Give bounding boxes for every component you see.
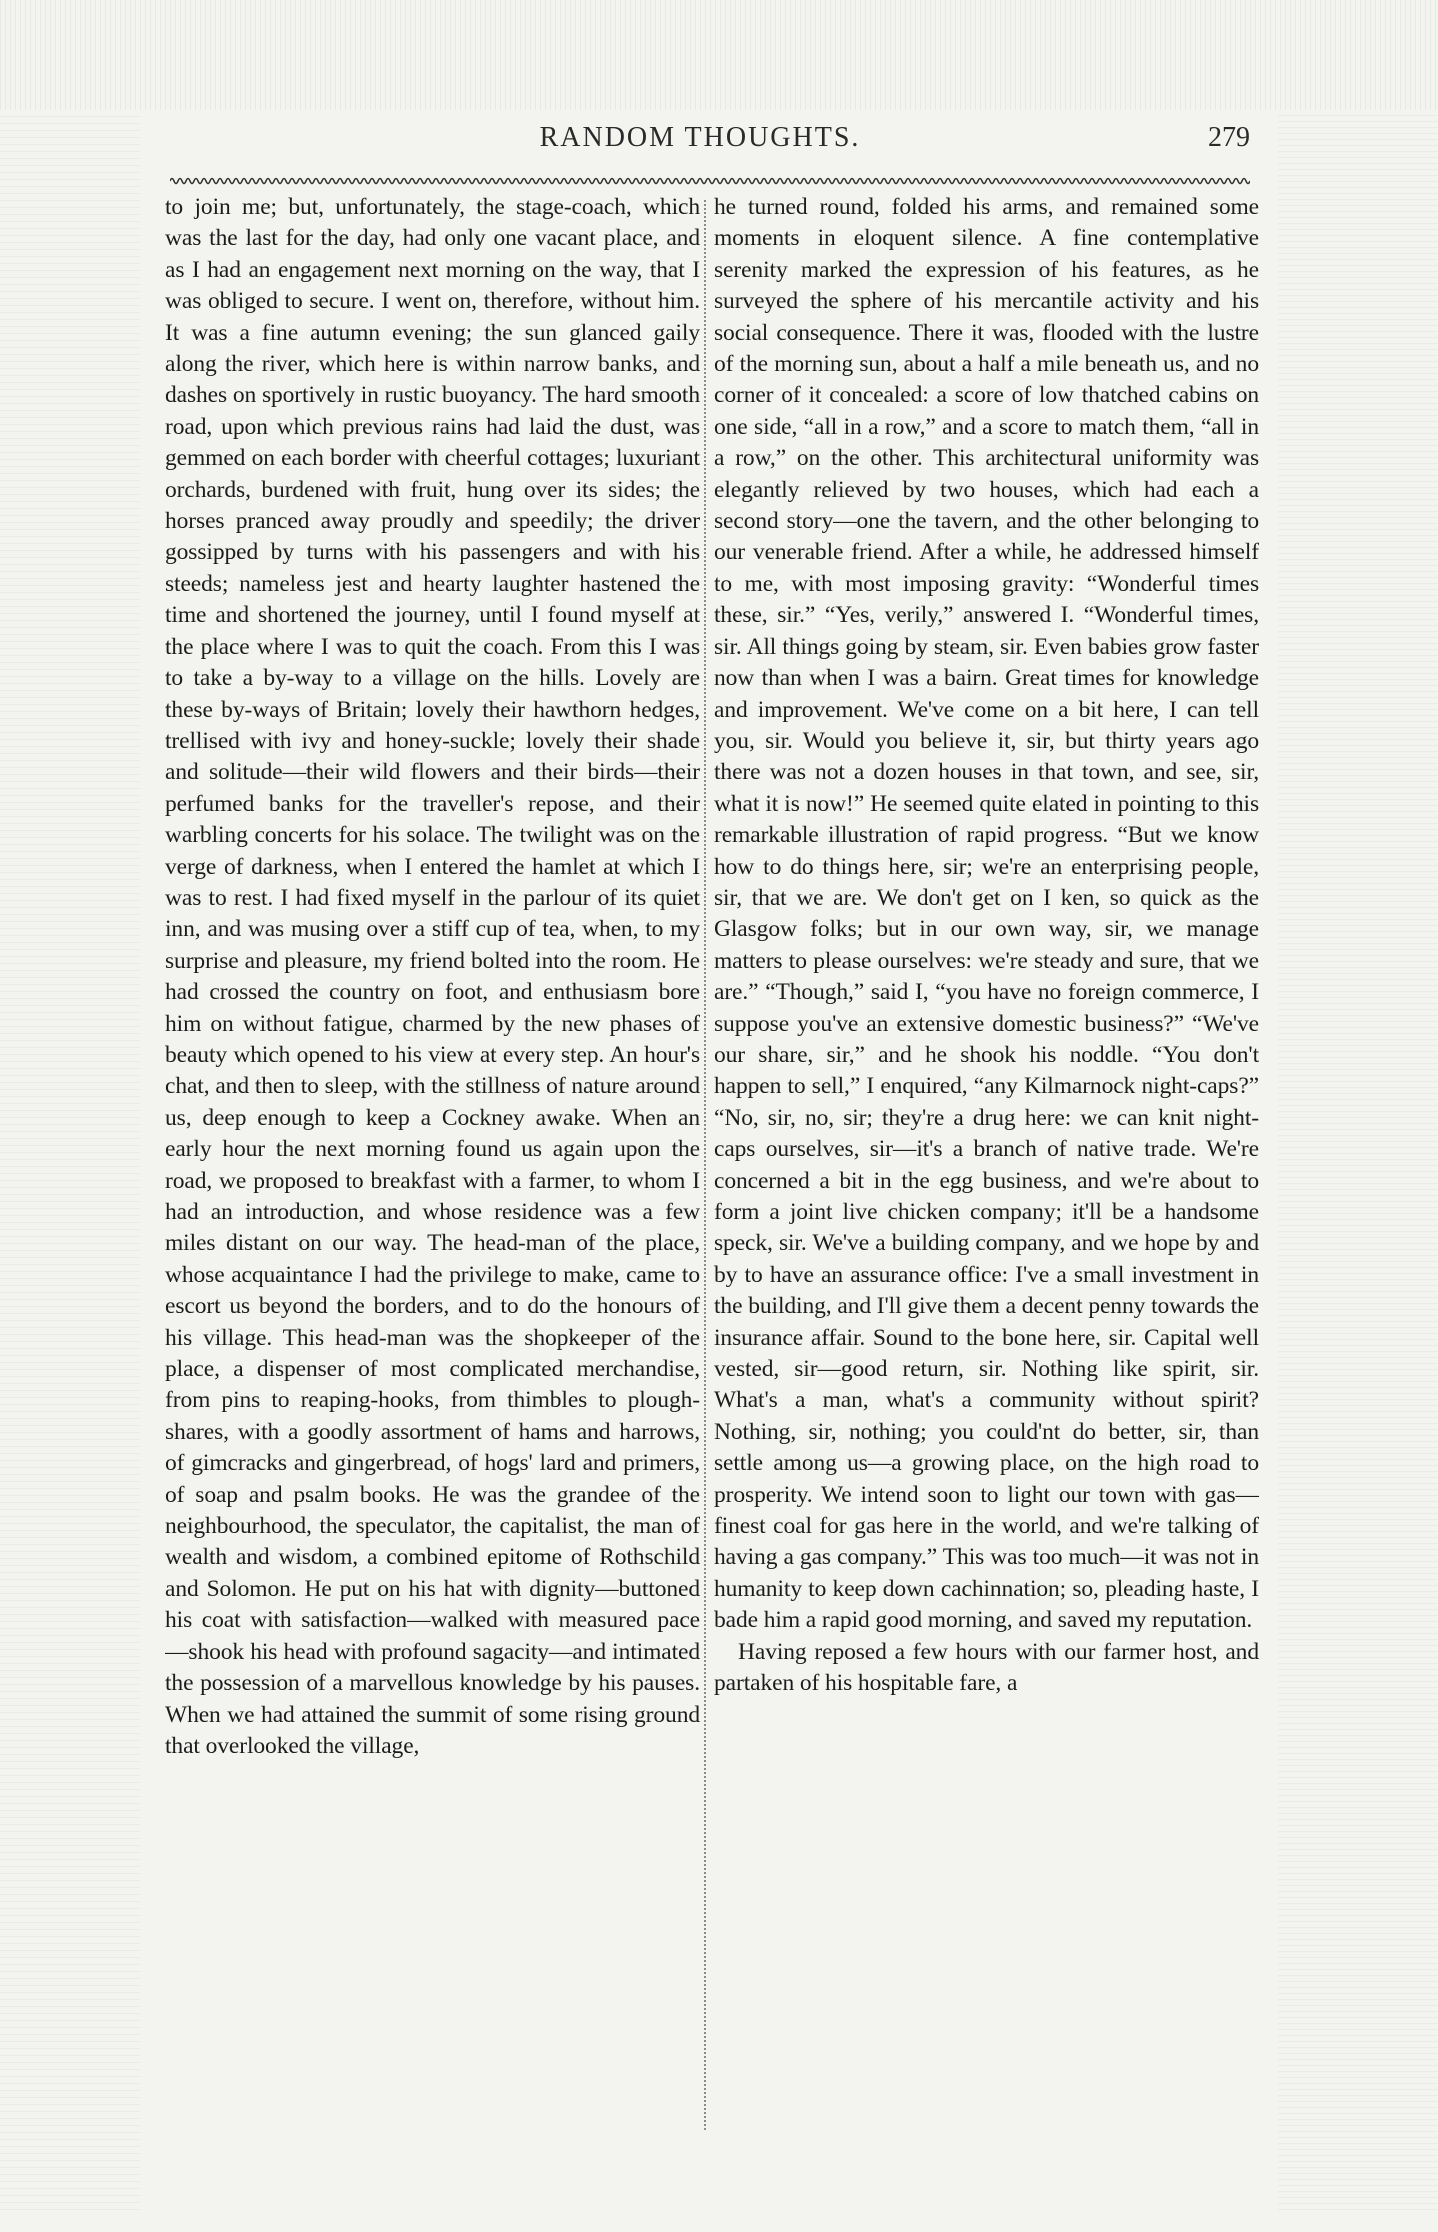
scan-noise-right-margin <box>1278 110 1438 2210</box>
column-divider <box>704 200 708 2130</box>
page-header <box>150 118 1250 162</box>
paragraph: he turned round, folded his arms, and remained some moments in eloquent silence. A fine contemplative serenity marked the expression of his features, as he surveyed the sphere of his mercantile activity and his social consequence. There it was, flooded with the lustre of the morning sun, about a half a mile beneath us, and no corner of it concealed: a score of low thatched cabins on one side, “all in a row,” and a score to match them, “all in a row,” on the other. This architectural uniformity was elegantly relieved by two houses, which had each a second story—one the tavern, and the other belonging to our venerable friend. After a while, he addressed himself to me, with most imposing gravity: “Wonderful times these, sir.” “Yes, verily,” answered I. “Wonderful times, sir. All things going by steam, sir. Even babies grow faster now than when I was a bairn. Great times for knowledge and improvement. We've come on a bit here, I can tell you, sir. Would you believe it, sir, but thirty years ago there was not a dozen houses in that town, and see, sir, what it is now!” He seemed quite elated in pointing to this remarkable illustration of rapid progress. “But we know how to do things here, sir; we're an enterprising people, sir, that we are. We don't get on I ken, so quick as the Glasgow folks; but in our own way, sir, we manage matters to please ourselves: we're steady and sure, that we are.” “Though,” said I, “you have no foreign commerce, I suppose you've an extensive domestic business?” “We've our share, sir,” and he shook his noddle. “You don't happen to sell,” I enquired, “any Kilmarnock night-caps?” “No, sir, no, sir; they're a drug here: we can knit night-caps ourselves, sir—it's a branch of native trade. We're concerned a bit in the egg business, and we're about to form a joint live chicken company; it'll be a handsome speck, sir. We've a building company, and we hope by and by to have an assurance office: I've a small investment in the building, and I'll give them a decent penny towards the insurance affair. Sound to the bone here, sir. Capital well vested, sir—good return, sir. Nothing like spirit, sir. What's a man, what's a community without spirit? Nothing, sir, nothing; you could'nt do better, sir, than settle among us—a growing place, on the high road to prosperity. We intend soon to light our town with gas—finest coal for gas here in the world, and we're talking of having a gas company.” This was too much—it was not in humanity to keep down cachinnation; so, pleading haste, I bade him a rapid good morning, and saved my reputation. <box>714 194 1259 1634</box>
paragraph: Having reposed a few hours with our farmer host, and partaken of his hospitable fare, a <box>714 1638 1259 1697</box>
wavy-rule-divider <box>170 174 1250 188</box>
paragraph: to join me; but, unfortunately, the stage-coach, which was the last for the day, had only one vacant place, and as I had an engagement next morning on the way, that I was obliged to secure. I went on, therefore, without him. It was a fine autumn evening; the sun glanced gaily along the river, which here is within narrow banks, and dashes on sportively in rustic buoyancy. The hard smooth road, upon which previous rains had laid the dust, was gemmed on each border with cheerful cottages; luxuriant orchards, burdened with fruit, hung over its sides; the horses pranced away proudly and speedily; the driver gossipped by turns with his passengers and with his steeds; nameless jest and hearty laughter hastened the time and shortened the journey, until I found myself at the place where I was to quit the coach. From this I was to take a by-way to a village on the hills. Lovely are these by-ways of Britain; lovely their hawthorn hedges, trellised with ivy and honey-suckle; lovely their shade and solitude—their wild flowers and their birds—their perfumed banks for the traveller's repose, and their warbling concerts for his solace. The twilight was on the verge of darkness, when I entered the hamlet at which I was to rest. I had fixed myself in the parlour of its quiet inn, and was musing over a stiff cup of tea, when, to my surprise and pleasure, my friend bolted into the room. He had crossed the country on foot, and enthusiasm bore him on without fatigue, charmed by the new phases of beauty which opened to his view at every step. An hour's chat, and then to sleep, with the stillness of nature around us, deep enough to keep a Cockney awake. When an early hour the next morning found us again upon the road, we proposed to breakfast with a farmer, to whom I had an introduction, and whose residence was a few miles distant on our way. The head-man of the place, whose acquaintance I had the privilege to make, came to escort us beyond the borders, and to do the honours of his village. This head-man was the shopkeeper of the place, a dispenser of most complicated merchandise, from pins to reaping-hooks, from thimbles to plough-shares, with a goodly assortment of hams and harrows, of gimcracks and gingerbread, of hogs' lard and primers, of soap and psalm books. He was the grandee of the neighbourhood, the speculator, the capitalist, the man of wealth and wisdom, a combined epitome of Rothschild and Solomon. He put on his hat with dignity—buttoned his coat with satisfaction—walked with measured pace—shook his head with profound sagacity—and intimated the possession of a marvellous knowledge by his pauses. When we had attained the summit of some rising ground that overlooked the village, <box>165 194 700 1759</box>
scan-noise-top <box>0 0 1438 110</box>
text-column-left <box>165 192 700 2142</box>
page-number: 279 <box>1208 122 1250 153</box>
running-title: RANDOM THOUGHTS. <box>539 122 861 153</box>
scan-noise-left-margin <box>0 110 140 2210</box>
text-column-right <box>714 192 1259 2142</box>
